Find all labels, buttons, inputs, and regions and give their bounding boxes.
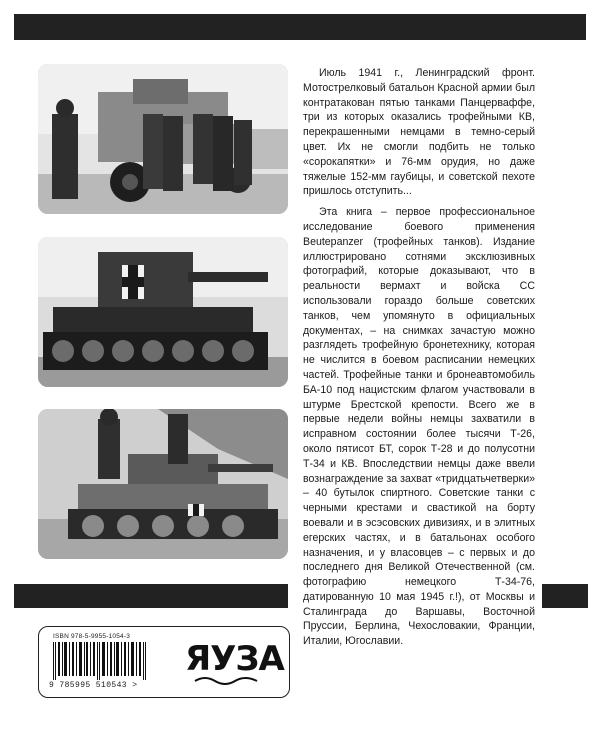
barcode-image [51, 642, 149, 680]
photo-t34-tank [38, 409, 288, 559]
photo-armored-car-soldiers [38, 64, 288, 214]
description-paragraph: Эта книга – первое профессиональное исследование боевого применения Beutepanzer (трофейных танков). Издание иллюстрировано сотнями эксклюзивных фотографий, которые доказывают, что в реальности вермахт и войска СС использовали гораздо больше советских танков, чем упомянуто в официальных документах, – на снимках зачастую можно разглядеть трофейную бронетехнику, которая не числится в боевом расписании немецких частей. Трофейные танки и бронеавтомобиль БА-10 под нацистским флагом участвовали в штурме Брестской крепости. Всего же в первые недели войны немцы захватили в исправном состоянии более тысячи Т-26, около пятисот БТ, сорок Т-28 и до полусотни Т-34 и КВ. Впоследствии немцы даже ввели вознаграждение за захват «тридцатьчетверки» – 40 бутылок спиртного. Советские танки с черными крестами и свастикой на борту воевали и в эсэсовских дивизиях, и в элитных егерских частях, и в батальонах особого назначения, и у власовцев – с первых и до последнего дня Великой Отечественной (см. фотографию немецкого Т-34-76, датированную 10 мая 1945 г.!), от Москвы и Сталинграда до Варшавы, Восточной Пруссии, Берлина, Чехословакии, Франции, Италии, Югославии. [303, 206, 535, 648]
back-cover-text [303, 66, 535, 649]
photo-kv-tank [38, 237, 288, 387]
isbn-number: ISBN 978-5-9955-1054-3 [53, 633, 131, 640]
mid-decor-bar [14, 584, 288, 608]
side-decor-tab [542, 584, 588, 608]
top-decor-bar [14, 14, 586, 40]
barcode-panel [38, 626, 290, 698]
publisher-logo-text: ЯУЗА [185, 639, 284, 679]
logo-wave-icon [193, 675, 259, 685]
barcode-digits: 9 785995 510543 > [49, 681, 138, 690]
intro-paragraph: Июль 1941 г., Ленинградский фронт. Мотострелковый батальон Красной армии был контратакован пятью танками Панцерваффе, три из которых оказались трофейными КВ, перекрашенными немцами в темно-серый цвет. Их не смогли подбить не только «сорокапятки» и 76-мм орудия, но даже тяжелые 152-мм гаубицы, и советской пехоте пришлось отступить... [303, 67, 535, 198]
publisher-logo [185, 637, 284, 687]
